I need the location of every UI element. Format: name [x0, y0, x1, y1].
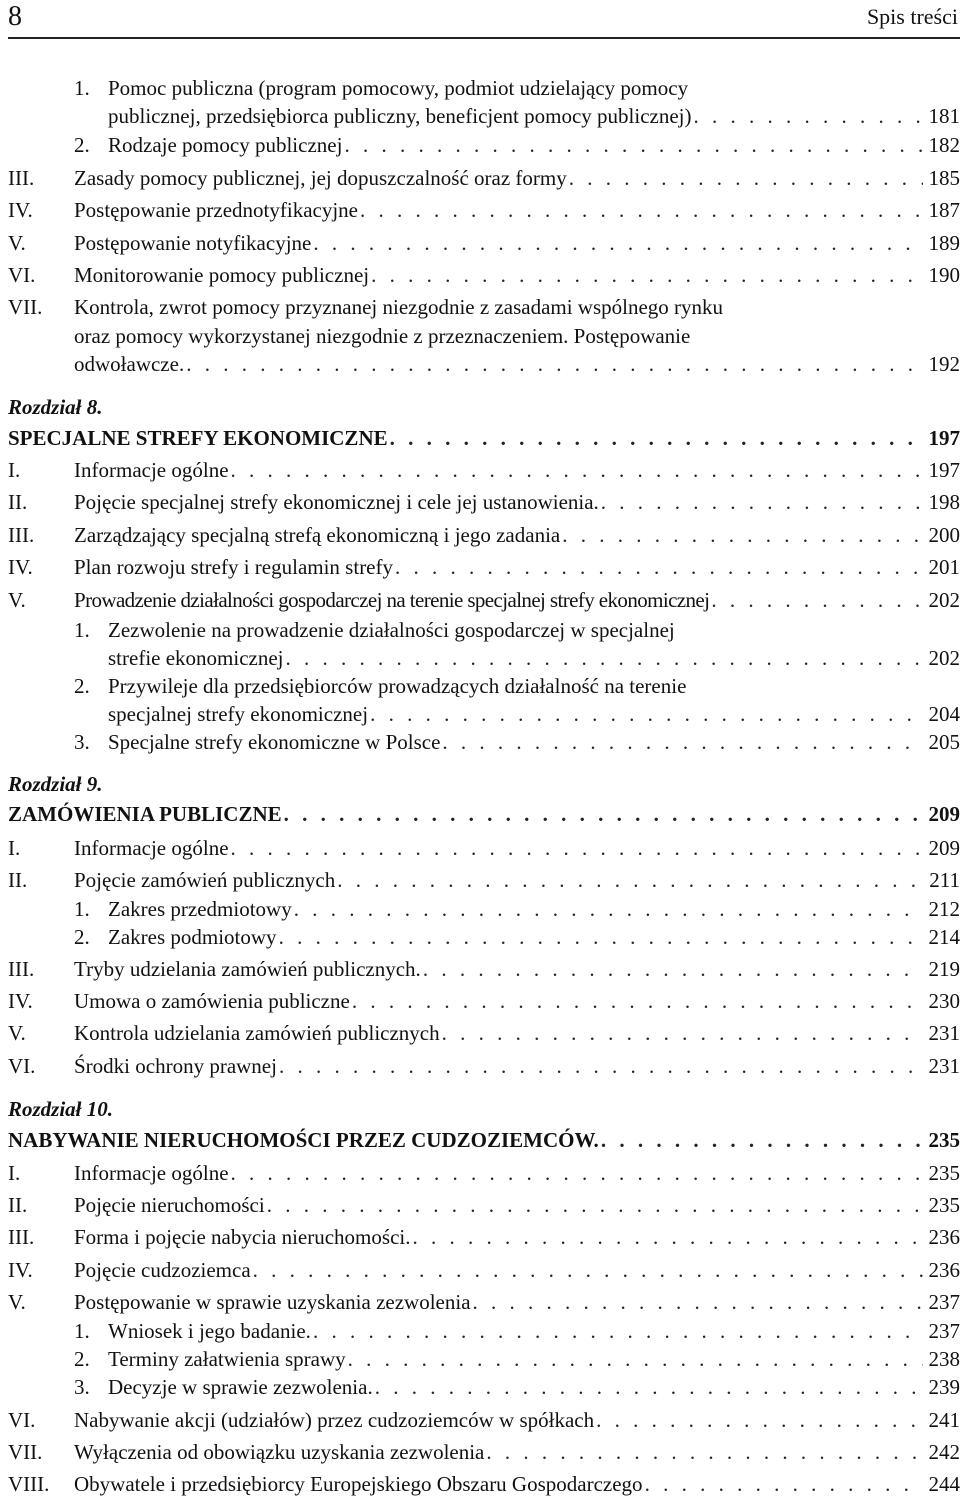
- dot-leader: [267, 1190, 923, 1220]
- entry-text: Decyzje w sprawie zezwolenia.: [108, 1375, 373, 1399]
- entry-text: odwoławcze.: [74, 352, 185, 376]
- entry-text: Wniosek i jego badanie.: [108, 1319, 311, 1343]
- dot-leader: [601, 487, 923, 517]
- entry-number: 2.: [74, 1347, 90, 1371]
- entry-number: IV.: [8, 555, 33, 579]
- toc-entry: [8, 163, 960, 195]
- toc-entry: [8, 1222, 960, 1254]
- dot-leader: [337, 865, 923, 895]
- page-ref: 238: [928, 1347, 960, 1371]
- page-ref: 236: [928, 1225, 960, 1249]
- page-ref: 230: [928, 989, 960, 1013]
- toc-entry: [8, 954, 960, 986]
- entry-text: Kontrola, zwrot pomocy przyznanej niezgodnie z zasadami wspólnego rynku: [74, 295, 724, 319]
- dot-leader: [601, 1125, 923, 1155]
- page-ref: 201: [928, 555, 960, 579]
- toc-entry: [8, 349, 960, 381]
- toc-entry: [8, 195, 960, 227]
- page-ref: 190: [928, 263, 960, 287]
- toc-entry: [8, 1437, 960, 1469]
- entry-text: Wyłączenia od obowiązku uzyskania zezwolenia: [74, 1440, 485, 1464]
- page-ref: 202: [928, 588, 960, 612]
- toc-entry: [8, 292, 960, 324]
- entry-text: Pomoc publiczna (program pomocowy, podmiot udzielający pomocy: [108, 76, 689, 100]
- page-ref: 197: [928, 458, 960, 482]
- entry-number: 1.: [74, 76, 90, 100]
- toc-entry: [8, 1287, 960, 1319]
- entry-number: 2.: [74, 133, 90, 157]
- entry-number: IV.: [8, 198, 33, 222]
- dot-leader: [711, 585, 922, 615]
- toc-entry: [8, 1018, 960, 1050]
- dot-leader: [371, 260, 922, 290]
- entry-number: VIII.: [8, 1472, 50, 1496]
- dot-leader: [694, 101, 923, 131]
- dot-leader: [231, 455, 923, 485]
- entry-number: 2.: [74, 674, 90, 698]
- entry-text: Kontrola udzielania zamówień publicznych: [74, 1021, 440, 1045]
- entry-text: Terminy załatwienia sprawy: [108, 1347, 346, 1371]
- toc-entry: [8, 727, 960, 759]
- page-ref: 198: [928, 490, 960, 514]
- running-header: [8, 0, 960, 39]
- entry-number: IV.: [8, 1258, 33, 1282]
- toc-entry: [8, 833, 960, 865]
- entry-text: Rozdział 10.: [8, 1097, 114, 1121]
- dot-leader: [231, 1158, 923, 1188]
- entry-number: 1.: [74, 618, 90, 642]
- page-ref: 239: [928, 1375, 960, 1399]
- page-ref: 212: [928, 897, 960, 921]
- dot-leader: [390, 423, 923, 453]
- dot-leader: [186, 349, 922, 379]
- entry-number: VI.: [8, 1054, 36, 1078]
- entry-text: Pojęcie specjalnej strefy ekonomicznej i cele jej ustanowienia.: [74, 490, 599, 514]
- entry-text: specjalnej strefy ekonomicznej: [108, 702, 369, 726]
- dot-leader: [279, 1051, 923, 1081]
- page-ref: 189: [928, 231, 960, 255]
- entry-text: Informacje ogólne: [74, 458, 229, 482]
- entry-number: V.: [8, 231, 26, 255]
- page-ref: 214: [928, 925, 960, 949]
- page-ref: 200: [928, 523, 960, 547]
- entry-text: Plan rozwoju strefy i regulamin strefy: [74, 555, 393, 579]
- chapter-label: [8, 769, 960, 801]
- page-ref: 204: [928, 702, 960, 726]
- page-ref: 237: [928, 1290, 960, 1314]
- entry-number: VII.: [8, 1440, 43, 1464]
- dot-leader: [344, 130, 922, 160]
- entry-text: Prowadzenie działalności gospodarczej na terenie specjalnej strefy ekonomicznej: [74, 588, 710, 612]
- page-ref: 192: [928, 352, 960, 376]
- page-ref: 182: [928, 133, 960, 157]
- page-ref: 187: [928, 198, 960, 222]
- toc-entry: [8, 1372, 960, 1404]
- dot-leader: [442, 1018, 923, 1048]
- entry-number: II.: [8, 1193, 28, 1217]
- chapter-label: [8, 1094, 960, 1126]
- entry-number: I.: [8, 1161, 21, 1185]
- page-ref: 241: [928, 1408, 960, 1432]
- page-ref: 242: [928, 1440, 960, 1464]
- dot-leader: [412, 1222, 922, 1252]
- entry-number: V.: [8, 1290, 26, 1314]
- dot-leader: [279, 922, 923, 952]
- entry-number: IV.: [8, 989, 33, 1013]
- page-ref: 235: [928, 1161, 960, 1185]
- entry-number: VI.: [8, 1408, 36, 1432]
- page-ref: 235: [928, 1193, 960, 1217]
- entry-number: III.: [8, 957, 35, 981]
- entry-text: Zarządzający specjalną strefą ekonomiczną i jego zadania: [74, 523, 561, 547]
- toc-entry: [8, 260, 960, 292]
- entry-number: I.: [8, 458, 21, 482]
- entry-text: Tryby udzielania zamówień publicznych.: [74, 957, 421, 981]
- entry-number: 2.: [74, 925, 90, 949]
- dot-leader: [286, 643, 923, 673]
- toc-entry: [8, 455, 960, 487]
- running-title: Spis treści: [866, 4, 958, 29]
- page-ref: 235: [928, 1128, 960, 1152]
- dot-leader: [313, 228, 922, 258]
- dot-leader: [375, 1372, 923, 1402]
- entry-text: Przywileje dla przedsiębiorców prowadzących działalność na terenie: [108, 674, 687, 698]
- entry-number: V.: [8, 588, 26, 612]
- dot-leader: [645, 1469, 923, 1499]
- dot-leader: [348, 1344, 923, 1374]
- chapter-title: [8, 423, 960, 455]
- page-ref: 185: [928, 166, 960, 190]
- page-ref: 197: [928, 426, 960, 450]
- entry-text: publicznej, przedsiębiorca publiczny, beneficjent pomocy publicznej): [108, 104, 692, 128]
- dot-leader: [562, 520, 922, 550]
- dot-leader: [294, 894, 923, 924]
- entry-text: Informacje ogólne: [74, 1161, 229, 1185]
- chapter-title: [8, 1125, 960, 1157]
- entry-text: Monitorowanie pomocy publicznej: [74, 263, 370, 287]
- page-ref: 237: [928, 1319, 960, 1343]
- entry-text: Specjalne strefy ekonomiczne w Polsce: [108, 730, 441, 754]
- dot-leader: [442, 727, 922, 757]
- page-ref: 209: [928, 802, 960, 826]
- page-ref: 244: [928, 1472, 960, 1496]
- chapter-title: [8, 799, 960, 831]
- entry-text: NABYWANIE NIERUCHOMOŚCI PRZEZ CUDZOZIEMCÓW.: [8, 1128, 599, 1152]
- dot-leader: [284, 799, 923, 829]
- dot-leader: [395, 552, 923, 582]
- entry-number: II.: [8, 868, 28, 892]
- page-ref: 209: [928, 836, 960, 860]
- entry-text: Postępowanie w sprawie uzyskania zezwolenia: [74, 1290, 471, 1314]
- page-ref: 236: [928, 1258, 960, 1282]
- entry-text: Zasady pomocy publicznej, jej dopuszczalność oraz formy: [74, 166, 567, 190]
- entry-number: V.: [8, 1021, 26, 1045]
- toc-entry: [8, 585, 960, 617]
- toc-entry: [8, 1051, 960, 1083]
- toc-entry: [8, 552, 960, 584]
- entry-text: Pojęcie cudzoziemca: [74, 1258, 251, 1282]
- toc-entry: [8, 1469, 960, 1501]
- toc-entry: [8, 1158, 960, 1190]
- entry-text: Środki ochrony prawnej: [74, 1054, 277, 1078]
- page-ref: 202: [928, 646, 960, 670]
- entry-number: III.: [8, 166, 35, 190]
- toc-entry: [8, 1190, 960, 1222]
- page-number: 8: [8, 1, 22, 32]
- page-ref: 231: [928, 1054, 960, 1078]
- page-ref: 231: [928, 1021, 960, 1045]
- dot-leader: [596, 1405, 922, 1435]
- entry-number: III.: [8, 1225, 35, 1249]
- entry-text: oraz pomocy wykorzystanej niezgodnie z przeznaczeniem. Postępowanie: [74, 324, 691, 348]
- entry-text: Umowa o zamówienia publiczne: [74, 989, 350, 1013]
- toc-entry: [8, 101, 960, 133]
- entry-number: III.: [8, 523, 35, 547]
- entry-text: strefie ekonomicznej: [108, 646, 284, 670]
- toc-entry: [8, 922, 960, 954]
- toc-entry: [8, 487, 960, 519]
- page-ref: 205: [928, 730, 960, 754]
- dot-leader: [231, 833, 923, 863]
- entry-text: ZAMÓWIENIA PUBLICZNE: [8, 802, 282, 826]
- entry-number: 3.: [74, 730, 90, 754]
- entry-text: Pojęcie nieruchomości: [74, 1193, 265, 1217]
- dot-leader: [360, 195, 923, 225]
- entry-text: Informacje ogólne: [74, 836, 229, 860]
- entry-text: Zakres przedmiotowy: [108, 897, 292, 921]
- entry-text: Postępowanie notyfikacyjne: [74, 231, 312, 255]
- entry-number: I.: [8, 836, 21, 860]
- entry-text: Obywatele i przedsiębiorcy Europejskiego Obszaru Gospodarczego: [74, 1472, 643, 1496]
- entry-text: Pojęcie zamówień publicznych: [74, 868, 336, 892]
- dot-leader: [486, 1437, 922, 1467]
- entry-number: 1.: [74, 897, 90, 921]
- toc-entry: [8, 986, 960, 1018]
- dot-leader: [569, 163, 923, 193]
- entry-text: Rozdział 9.: [8, 772, 103, 796]
- entry-text: Zezwolenie na prowadzenie działalności gospodarczej w specjalnej: [108, 618, 675, 642]
- page-ref: 219: [928, 957, 960, 981]
- entry-text: Rodzaje pomocy publicznej: [108, 133, 343, 157]
- toc-entry: [8, 130, 960, 162]
- toc-entry: [8, 1255, 960, 1287]
- entry-number: 1.: [74, 1319, 90, 1343]
- entry-number: VI.: [8, 263, 36, 287]
- dot-leader: [423, 954, 923, 984]
- toc-entry: [8, 1405, 960, 1437]
- toc-entry: [8, 520, 960, 552]
- entry-text: Zakres podmiotowy: [108, 925, 277, 949]
- dot-leader: [370, 699, 922, 729]
- dot-leader: [313, 1316, 923, 1346]
- page-ref: 181: [928, 104, 960, 128]
- entry-number: II.: [8, 490, 28, 514]
- toc-entry: [8, 228, 960, 260]
- chapter-label: [8, 392, 960, 424]
- dot-leader: [352, 986, 923, 1016]
- entry-text: Rozdział 8.: [8, 395, 103, 419]
- entry-number: 3.: [74, 1375, 90, 1399]
- entry-text: Postępowanie przednotyfikacyjne: [74, 198, 358, 222]
- entry-text: SPECJALNE STREFY EKONOMICZNE: [8, 426, 388, 450]
- dot-leader: [253, 1255, 923, 1285]
- page-ref: 211: [929, 868, 960, 892]
- entry-number: VII.: [8, 295, 43, 319]
- entry-text: Nabywanie akcji (udziałów) przez cudzoziemców w spółkach: [74, 1408, 595, 1432]
- toc-entry: [8, 865, 960, 897]
- dot-leader: [473, 1287, 923, 1317]
- entry-text: Forma i pojęcie nabycia nieruchomości.: [74, 1225, 411, 1249]
